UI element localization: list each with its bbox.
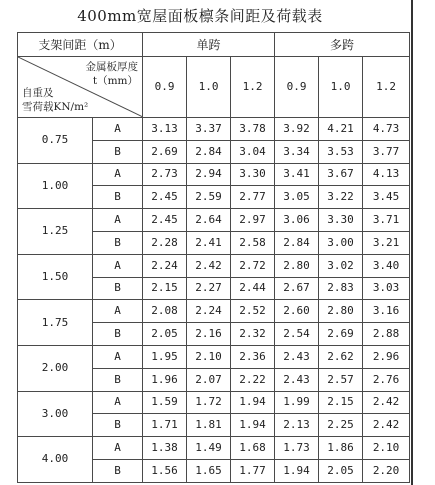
value-cell: 2.72 — [231, 254, 275, 277]
table-row — [18, 437, 410, 460]
cropped-footnote — [17, 476, 409, 485]
value-cell: 2.13 — [275, 414, 319, 437]
table-row — [18, 391, 410, 414]
support-spacing-header: 支架间距（m） — [18, 33, 143, 57]
value-cell: 3.78 — [231, 118, 275, 141]
load-case-cell: B — [93, 368, 143, 391]
value-cell: 2.96 — [363, 345, 410, 368]
load-case-cell: B — [93, 186, 143, 209]
support-spacing-cell: 1.75 — [18, 300, 93, 346]
value-cell: 1.94 — [231, 391, 275, 414]
value-cell: 2.41 — [187, 231, 231, 254]
load-label-line2: 雪荷载KN/m² — [22, 101, 89, 113]
value-cell: 2.15 — [319, 391, 363, 414]
value-cell: 2.28 — [143, 231, 187, 254]
value-cell: 1.72 — [187, 391, 231, 414]
support-spacing-cell: 4.00 — [18, 437, 93, 483]
value-cell: 2.83 — [319, 277, 363, 300]
thickness-label-line1: 金属板厚度 — [85, 61, 139, 73]
value-cell: 3.41 — [275, 163, 319, 186]
value-cell: 1.38 — [143, 437, 187, 460]
thickness-axis-label — [86, 60, 139, 88]
value-cell: 1.99 — [275, 391, 319, 414]
value-cell: 2.07 — [187, 368, 231, 391]
value-cell: 1.94 — [275, 459, 319, 482]
value-cell: 3.92 — [275, 118, 319, 141]
value-cell: 2.24 — [143, 254, 187, 277]
load-case-cell: B — [93, 323, 143, 346]
value-cell: 2.84 — [275, 231, 319, 254]
diagonal-header-cell — [18, 57, 143, 118]
value-cell: 3.40 — [363, 254, 410, 277]
value-cell: 2.97 — [231, 209, 275, 232]
value-cell: 2.24 — [187, 300, 231, 323]
load-axis-label — [22, 86, 88, 114]
value-cell: 2.20 — [363, 459, 410, 482]
value-cell: 1.96 — [143, 368, 187, 391]
load-case-cell: A — [93, 391, 143, 414]
value-cell: 2.10 — [363, 437, 410, 460]
value-cell: 3.71 — [363, 209, 410, 232]
value-cell: 2.43 — [275, 345, 319, 368]
single-span-header: 单跨 — [143, 33, 275, 57]
value-cell: 4.21 — [319, 118, 363, 141]
load-case-cell: A — [93, 163, 143, 186]
value-cell: 4.13 — [363, 163, 410, 186]
thickness-header-cell: 0.9 — [275, 57, 319, 118]
value-cell: 2.10 — [187, 345, 231, 368]
value-cell: 2.27 — [187, 277, 231, 300]
value-cell: 3.06 — [275, 209, 319, 232]
value-cell: 3.45 — [363, 186, 410, 209]
value-cell: 1.77 — [231, 459, 275, 482]
value-cell: 2.05 — [319, 459, 363, 482]
load-case-cell: A — [93, 345, 143, 368]
value-cell: 2.94 — [187, 163, 231, 186]
value-cell: 2.32 — [231, 323, 275, 346]
value-cell: 3.00 — [319, 231, 363, 254]
value-cell: 2.54 — [275, 323, 319, 346]
value-cell: 3.05 — [275, 186, 319, 209]
value-cell: 2.60 — [275, 300, 319, 323]
value-cell: 2.42 — [363, 414, 410, 437]
value-cell: 1.65 — [187, 459, 231, 482]
value-cell: 4.73 — [363, 118, 410, 141]
value-cell: 1.95 — [143, 345, 187, 368]
header-row-thickness — [18, 57, 410, 118]
value-cell: 2.62 — [319, 345, 363, 368]
table-title: 400mm宽屋面板檩条间距及荷载表 — [77, 7, 323, 25]
value-cell: 2.64 — [187, 209, 231, 232]
value-cell: 3.37 — [187, 118, 231, 141]
load-case-cell: B — [93, 459, 143, 482]
thickness-header-cell: 0.9 — [143, 57, 187, 118]
support-spacing-cell: 1.50 — [18, 254, 93, 300]
load-case-cell: A — [93, 254, 143, 277]
load-case-cell: B — [93, 231, 143, 254]
value-cell: 2.52 — [231, 300, 275, 323]
value-cell: 2.80 — [319, 300, 363, 323]
value-cell: 2.84 — [187, 140, 231, 163]
support-spacing-cell: 2.00 — [18, 345, 93, 391]
value-cell: 3.04 — [231, 140, 275, 163]
table-row — [18, 163, 410, 186]
value-cell: 1.86 — [319, 437, 363, 460]
load-case-cell: A — [93, 300, 143, 323]
value-cell: 2.77 — [231, 186, 275, 209]
value-cell: 2.42 — [363, 391, 410, 414]
value-cell: 2.05 — [143, 323, 187, 346]
value-cell: 3.13 — [143, 118, 187, 141]
value-cell: 1.81 — [187, 414, 231, 437]
load-label-line1: 自重及 — [22, 87, 54, 99]
load-case-cell: A — [93, 118, 143, 141]
table-row — [18, 300, 410, 323]
value-cell: 2.58 — [231, 231, 275, 254]
value-cell: 2.59 — [187, 186, 231, 209]
table-row — [18, 209, 410, 232]
value-cell: 3.02 — [319, 254, 363, 277]
value-cell: 1.59 — [143, 391, 187, 414]
value-cell: 2.69 — [319, 323, 363, 346]
multi-span-header: 多跨 — [275, 33, 410, 57]
value-cell: 3.30 — [319, 209, 363, 232]
table-row — [18, 254, 410, 277]
value-cell: 3.53 — [319, 140, 363, 163]
value-cell: 2.45 — [143, 186, 187, 209]
value-cell: 2.67 — [275, 277, 319, 300]
value-cell: 1.68 — [231, 437, 275, 460]
value-cell: 3.30 — [231, 163, 275, 186]
value-cell: 3.77 — [363, 140, 410, 163]
load-case-cell: B — [93, 140, 143, 163]
value-cell: 2.43 — [275, 368, 319, 391]
support-spacing-cell: 0.75 — [18, 118, 93, 164]
value-cell: 2.73 — [143, 163, 187, 186]
value-cell: 2.15 — [143, 277, 187, 300]
support-spacing-cell: 3.00 — [18, 391, 93, 437]
thickness-header-cell: 1.0 — [187, 57, 231, 118]
value-cell: 3.03 — [363, 277, 410, 300]
value-cell: 2.16 — [187, 323, 231, 346]
value-cell: 2.36 — [231, 345, 275, 368]
value-cell: 2.88 — [363, 323, 410, 346]
table-row — [18, 345, 410, 368]
value-cell: 3.21 — [363, 231, 410, 254]
value-cell: 3.16 — [363, 300, 410, 323]
value-cell: 2.69 — [143, 140, 187, 163]
value-cell: 1.71 — [143, 414, 187, 437]
support-spacing-cell: 1.25 — [18, 209, 93, 255]
value-cell: 3.22 — [319, 186, 363, 209]
header-row-spans — [18, 33, 410, 57]
value-cell: 1.73 — [275, 437, 319, 460]
load-case-cell: A — [93, 437, 143, 460]
value-cell: 1.49 — [187, 437, 231, 460]
page-edge-rule — [411, 0, 413, 485]
value-cell: 2.22 — [231, 368, 275, 391]
table-row — [18, 118, 410, 141]
load-case-cell: B — [93, 277, 143, 300]
value-cell: 2.45 — [143, 209, 187, 232]
thickness-label-line2: t（mm） — [92, 75, 139, 87]
value-cell: 1.56 — [143, 459, 187, 482]
value-cell: 3.67 — [319, 163, 363, 186]
purlin-spacing-load-table — [17, 32, 410, 483]
thickness-header-cell: 1.2 — [363, 57, 410, 118]
load-case-cell: B — [93, 414, 143, 437]
value-cell: 2.25 — [319, 414, 363, 437]
value-cell: 1.94 — [231, 414, 275, 437]
value-cell: 3.34 — [275, 140, 319, 163]
thickness-header-cell: 1.0 — [319, 57, 363, 118]
value-cell: 2.80 — [275, 254, 319, 277]
thickness-header-cell: 1.2 — [231, 57, 275, 118]
load-case-cell: A — [93, 209, 143, 232]
value-cell: 2.08 — [143, 300, 187, 323]
support-spacing-cell: 1.00 — [18, 163, 93, 209]
value-cell: 2.42 — [187, 254, 231, 277]
value-cell: 2.76 — [363, 368, 410, 391]
value-cell: 2.44 — [231, 277, 275, 300]
value-cell: 2.57 — [319, 368, 363, 391]
